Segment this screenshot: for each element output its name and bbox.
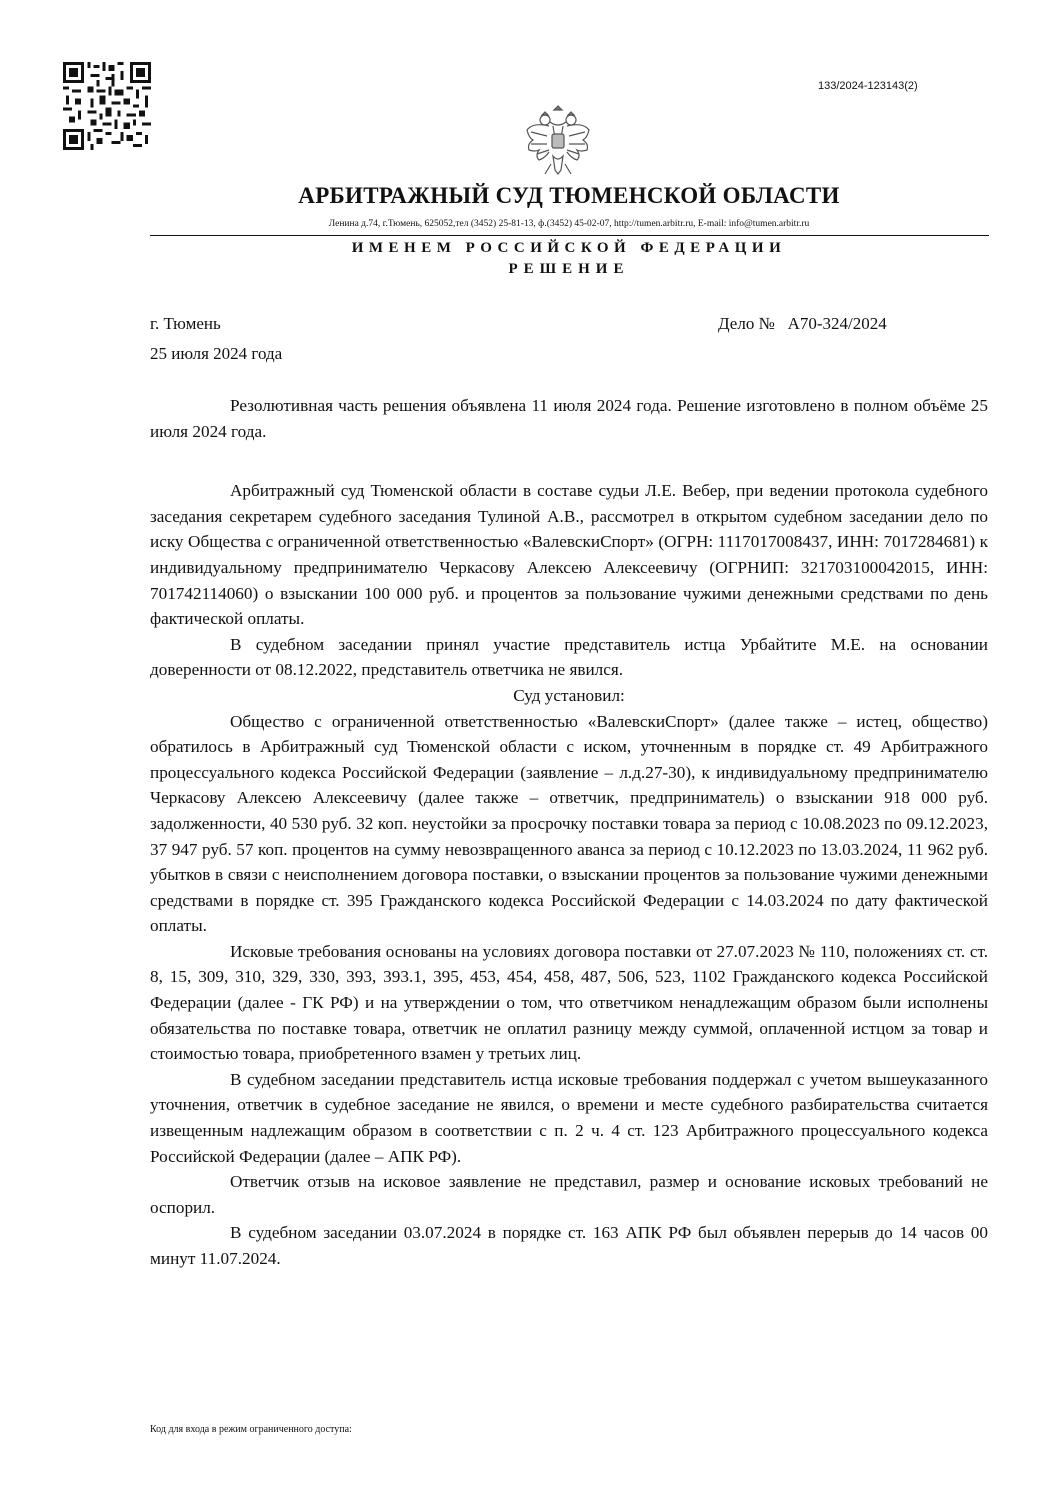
decision-date: 25 июля 2024 года — [150, 344, 283, 363]
paragraph: Общество с ограниченной ответственностью «ВалевскиСпорт» (далее также – истец, общество) обратилось в Арбитражный суд Тюменской области с иском, уточненным в порядке ст. 49 Арбитражного процессуального кодекса Российской Федерации (заявление – л.д.27-30), к индивидуальному предпринимателю Черкасову Алексею Алексеевичу (далее также – ответчик, предприниматель) о взыскании 918 000 руб. задолженности, 40 530 руб. 32 коп. неустойки за просрочку поставки товара за период с 10.08.2023 по 09.12.2023, 37 947 руб. 57 коп. процентов на сумму невозвращенного аванса за период с 10.12.2023 по 13.03.2024, 11 962 руб. убытков в связи с неисполнением договора поставки, о взыскании процентов за пользование чужими денежными средствами в порядке ст. 395 Гражданского кодекса Российской Федерации с 14.03.2024 по дату фактической оплаты. — [150, 711, 988, 936]
qr-code-icon — [63, 62, 151, 150]
in-the-name-heading: ИМЕНЕМ РОССИЙСКОЙ ФЕДЕРАЦИИ — [351, 240, 787, 256]
decision-body — [150, 393, 988, 1272]
decision-heading: РЕШЕНИЕ — [508, 261, 630, 277]
court-address: Ленина д.74, г.Тюмень, 625052,тел (3452) 25-81-13, ф.(3452) 45-02-07, http://tumen.arbitr.ru, E-mail: info@tumen.arbitr.ru — [328, 219, 810, 229]
section-heading: Суд установил: — [513, 685, 625, 705]
restricted-access-code: Код для входа в режим ограниченного доступа: — [150, 1424, 352, 1435]
document-number: 133/2024-123143(2) — [818, 80, 918, 92]
city: г. Тюмень — [150, 314, 221, 333]
case-number: А70-324/2024 — [787, 314, 887, 333]
paragraph: Резолютивная часть решения объявлена 11 июля 2024 года. Решение изготовлено в полном объёме 25 июля 2024 года. — [150, 396, 988, 441]
case-label: Дело № — [718, 314, 775, 333]
court-title: АРБИТРАЖНЫЙ СУД ТЮМЕНСКОЙ ОБЛАСТИ — [298, 183, 840, 208]
paragraph: В судебном заседании принял участие представитель истца Урбайтите М.Е. на основании доверенности от 08.12.2022, представитель ответчика не явился. — [150, 634, 988, 680]
paragraph: Ответчик отзыв на исковое заявление не представил, размер и основание исковых требований не оспорил. — [150, 1172, 988, 1217]
paragraph: Исковые требования основаны на условиях договора поставки от 27.07.2023 № 110, положениях ст. ст. 8, 15, 309, 310, 329, 330, 393, 393.1, 395, 453, 454, 458, 487, 506, 523, 1102 Гражданского кодекса Российской Федерации (далее - ГК РФ) и на утверждении о том, что ответчиком ненадлежащим образом были исполнены обязательства по поставке товара, ответчик не оплатил разницу между суммой, оплаченной истцом за товар и стоимостью товара, приобретенного взамен у третьих лиц. — [150, 941, 988, 1064]
russian-coat-of-arms-icon — [523, 100, 593, 180]
header-divider — [150, 235, 989, 236]
paragraph: В судебном заседании представитель истца исковые требования поддержал с учетом вышеуказанного уточнения, ответчик в судебное заседание не явился, о времени и месте судебного разбирательства считается извещенным надлежащим образом в соответствии с п. 2 ч. 4 ст. 123 Арбитражного процессуального кодекса Российской Федерации (далее – АПК РФ). — [150, 1069, 988, 1166]
paragraph: В судебном заседании 03.07.2024 в порядке ст. 163 АПК РФ был объявлен перерыв до 14 часов 00 минут 11.07.2024. — [150, 1223, 988, 1268]
paragraph: Арбитражный суд Тюменской области в составе судьи Л.Е. Вебер, при ведении протокола судебного заседания секретарем судебного заседания Тулиной А.В., рассмотрел в открытом судебном заседании дело по иску Общества с ограниченной ответственностью «ВалевскиСпорт» (ОГРН: 1117017008437, ИНН: 7017284681) к индивидуальному предпринимателю Черкасову Алексею Алексеевичу (ОГРНИП: 321703100042015, ИНН: 701742114060) о взыскании 100 000 руб. и процентов за пользование чужими денежными средствами по день фактической оплаты. — [150, 481, 988, 629]
case-number-line — [718, 314, 887, 334]
